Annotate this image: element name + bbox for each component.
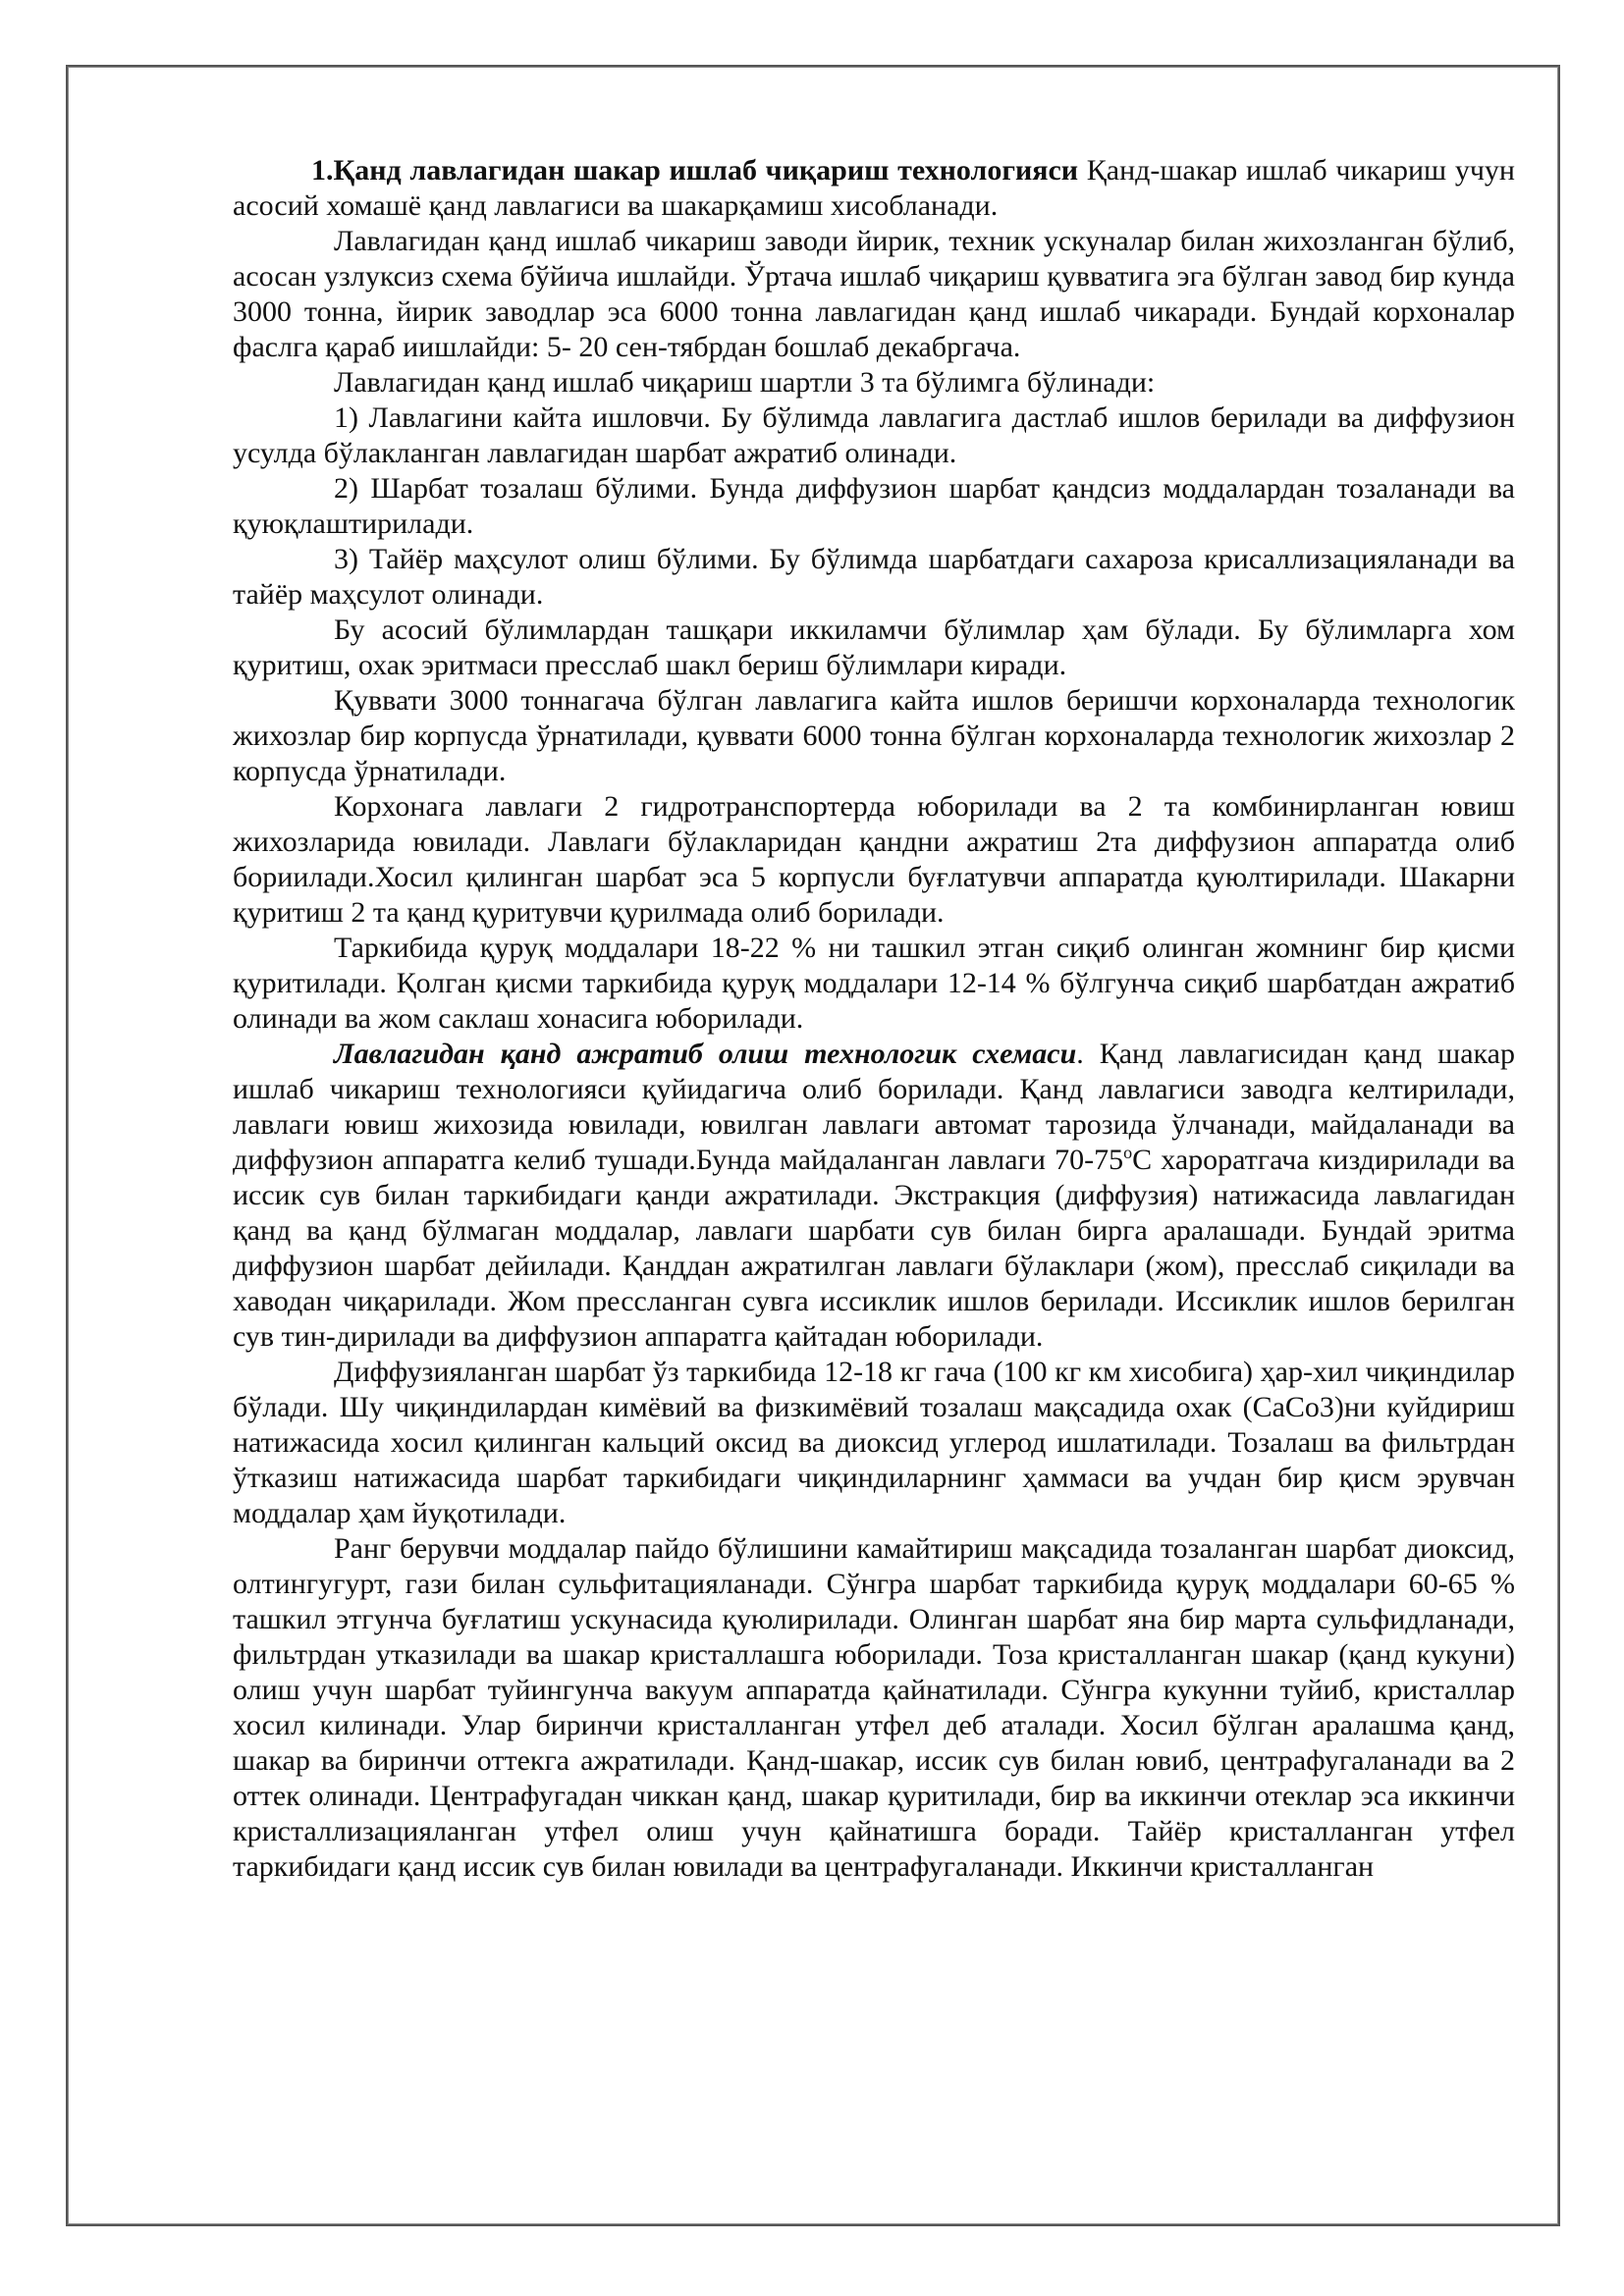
paragraph: Қуввати 3000 тоннагача бўлган лавлагига кайта ишлов беришчи корхоналарда технологик жихозлар бир корпусда ўрнатилади, қуввати 6000 тонна бўлган корхоналарда технологик жихозлар 2 корпусда ўрнатилади. bbox=[233, 684, 1515, 787]
paragraph-scheme bbox=[233, 1037, 1515, 1355]
degree-sup: о bbox=[1123, 1143, 1133, 1162]
document-body bbox=[233, 153, 1515, 1885]
list-item-2: 2) Шарбат тозалаш бўлими. Бунда диффузион шарбат қандсиз моддалардан тозаланади ва қуюқлаштирилади. bbox=[233, 472, 1515, 540]
paragraph: Лавлагидан қанд ишлаб чиқариш шартли 3 та бўлимга бўлинади: bbox=[334, 366, 1156, 399]
paragraph: Корхонага лавлаги 2 гидротранспортерда юборилади ва 2 та комбинирланган ювиш жихозларида ювилади. Лавлаги бўлакларидан қандни ажратиш 2та диффузион аппаратда олиб бориилади.Хосил қилинган шарбат эса 5 корпусли буғлатувчи аппаратда қуюлтирилади. Шакарни қуритиш 2 та қанд қуритувчи қурилмада олиб борилади. bbox=[233, 790, 1515, 929]
paragraph: Таркибида қуруқ моддалари 18-22 % ни ташкил этган сиқиб олинган жомнинг бир қисми қуритилади. Қолган қисми таркибида қуруқ моддалари 12-14 % бўлгунча сиқиб шарбатдан ажратиб олинади ва жом саклаш хонасига юборилади. bbox=[233, 932, 1515, 1035]
paragraph-intro bbox=[233, 153, 1515, 224]
scheme-text-a: . Қанд лавлагисидан қанд шакар ишлаб чикариш технологияси қуйидагича олиб борилади. Қанд лавлагиси заводга келтирилади, лавлаги ювиш жихозида ювилади, ювилган лавлаги автомат тарозида ўлчанади, майдаланади ва диффузион аппаратга келиб тушади.Бунда майдаланган лавлаги 70-75 bbox=[233, 1038, 1515, 1176]
scheme-heading: Лавлагидан қанд ажратиб олиш технологик схемаси bbox=[334, 1038, 1077, 1070]
paragraph: Лавлагидан қанд ишлаб чикариш заводи йирик, техник ускуналар билан жихозланган бўлиб, асосан узлуксиз схема бўйича ишлайди. Ўртача ишлаб чиқариш қувватига эга бўлган завод бир кунда 3000 тонна, йирик заводлар эса 6000 тонна лавлагидан қанд ишлаб чикаради. Бундай корхоналар фаслга қараб иишлайди: 5- 20 сен-тябрдан бошлаб декабргача. bbox=[233, 225, 1515, 363]
intro-text: Қанд-шакар ишлаб чикариш учун асосий хомашё қанд лавлагиси ва шакарқамиш хисобланади. bbox=[233, 154, 1515, 222]
list-item-1: 1) Лавлагини кайта ишловчи. Бу бўлимда лавлагига дастлаб ишлов берилади ва диффузион усулда бўлакланган лавлагидан шарбат ажратиб олинади. bbox=[233, 401, 1515, 469]
paragraph: Ранг берувчи моддалар пайдо бўлишини камайтириш мақсадида тозаланган шарбат диоксид, олтингугурт, гази билан сульфитацияланади. Сўнгра шарбат таркибида қуруқ моддалари 60-65 % ташкил этгунча буғлатиш ускунасида қуюлирилади. Олинган шарбат яна бир марта сульфидланади, фильтрдан утказилади ва шакар кристаллашга юборилади. Тоза кристалланган шакар (қанд кукуни) олиш учун шарбат туйингунча вакуум аппаратда қайнатилади. Сўнгра кукунни туйиб, кристаллар хосил килинади. Улар биринчи кристалланган утфел деб аталади. Хосил бўлган аралашма қанд, шакар ва биринчи оттекга ажратилади. Қанд-шакар, иссик сув билан ювиб, центрафугаланади ва 2 оттек олинади. Центрафугадан чиккан қанд, шакар қуритилади, бир ва иккинчи отеклар эса иккинчи кристаллизацияланган утфел олиш учун қайнатишга боради. Тайёр кристалланган утфел таркибидаги қанд иссик сув билан ювилади ва центрафугаланади. Иккинчи кристалланган bbox=[233, 1532, 1515, 1883]
list-item-3: 3) Тайёр маҳсулот олиш бўлими. Бу бўлимда шарбатдаги сахароза крисаллизацияланади ва тайёр маҳсулот олинади. bbox=[233, 543, 1515, 611]
scheme-text-b: С хароратгача киздирилади ва иссик сув билан таркибидаги қанди ажратилади. Экстракция (диффузия) натижасида лавлагидан қанд ва қанд бўлмаган моддалар, лавлаги шарбати сув билан бирга аралашади. Бундай эритма диффузион шарбат дейилади. Қанддан ажратилган лавлаги бўлаклари (жом), пресслаб сиқилади ва хаводан чиқарилади. Жом прессланган сувга иссиклик ишлов берилади. Иссиклик ишлов берилган сув тин-дирилади ва диффузион аппаратга қайтадан юборилади. bbox=[233, 1144, 1515, 1353]
paragraph: Бу асосий бўлимлардан ташқари иккиламчи бўлимлар ҳам бўлади. Бу бўлимларга хом қуритиш, охак эритмаси пресслаб шакл бериш бўлимлари киради. bbox=[233, 614, 1515, 681]
paragraph: Диффузияланган шарбат ўз таркибида 12-18 кг гача (100 кг км хисобига) ҳар-хил чиқиндилар бўлади. Шу чиқиндилардан кимёвий ва физкимёвий тозалаш мақсадида охак (СаСо3)ни куйдириш натижасида хосил қилинган кальций оксид ва диоксид углерод ишлатилади. Тозалаш ва фильтрдан ўтказиш натижасида шарбат таркибидаги чиқиндиларнинг ҳаммаси ва учдан бир қисм эрувчан моддалар ҳам йуқотилади. bbox=[233, 1356, 1515, 1529]
section-heading: 1.Қанд лавлагидан шакар ишлаб чиқариш технологияси bbox=[311, 154, 1079, 187]
